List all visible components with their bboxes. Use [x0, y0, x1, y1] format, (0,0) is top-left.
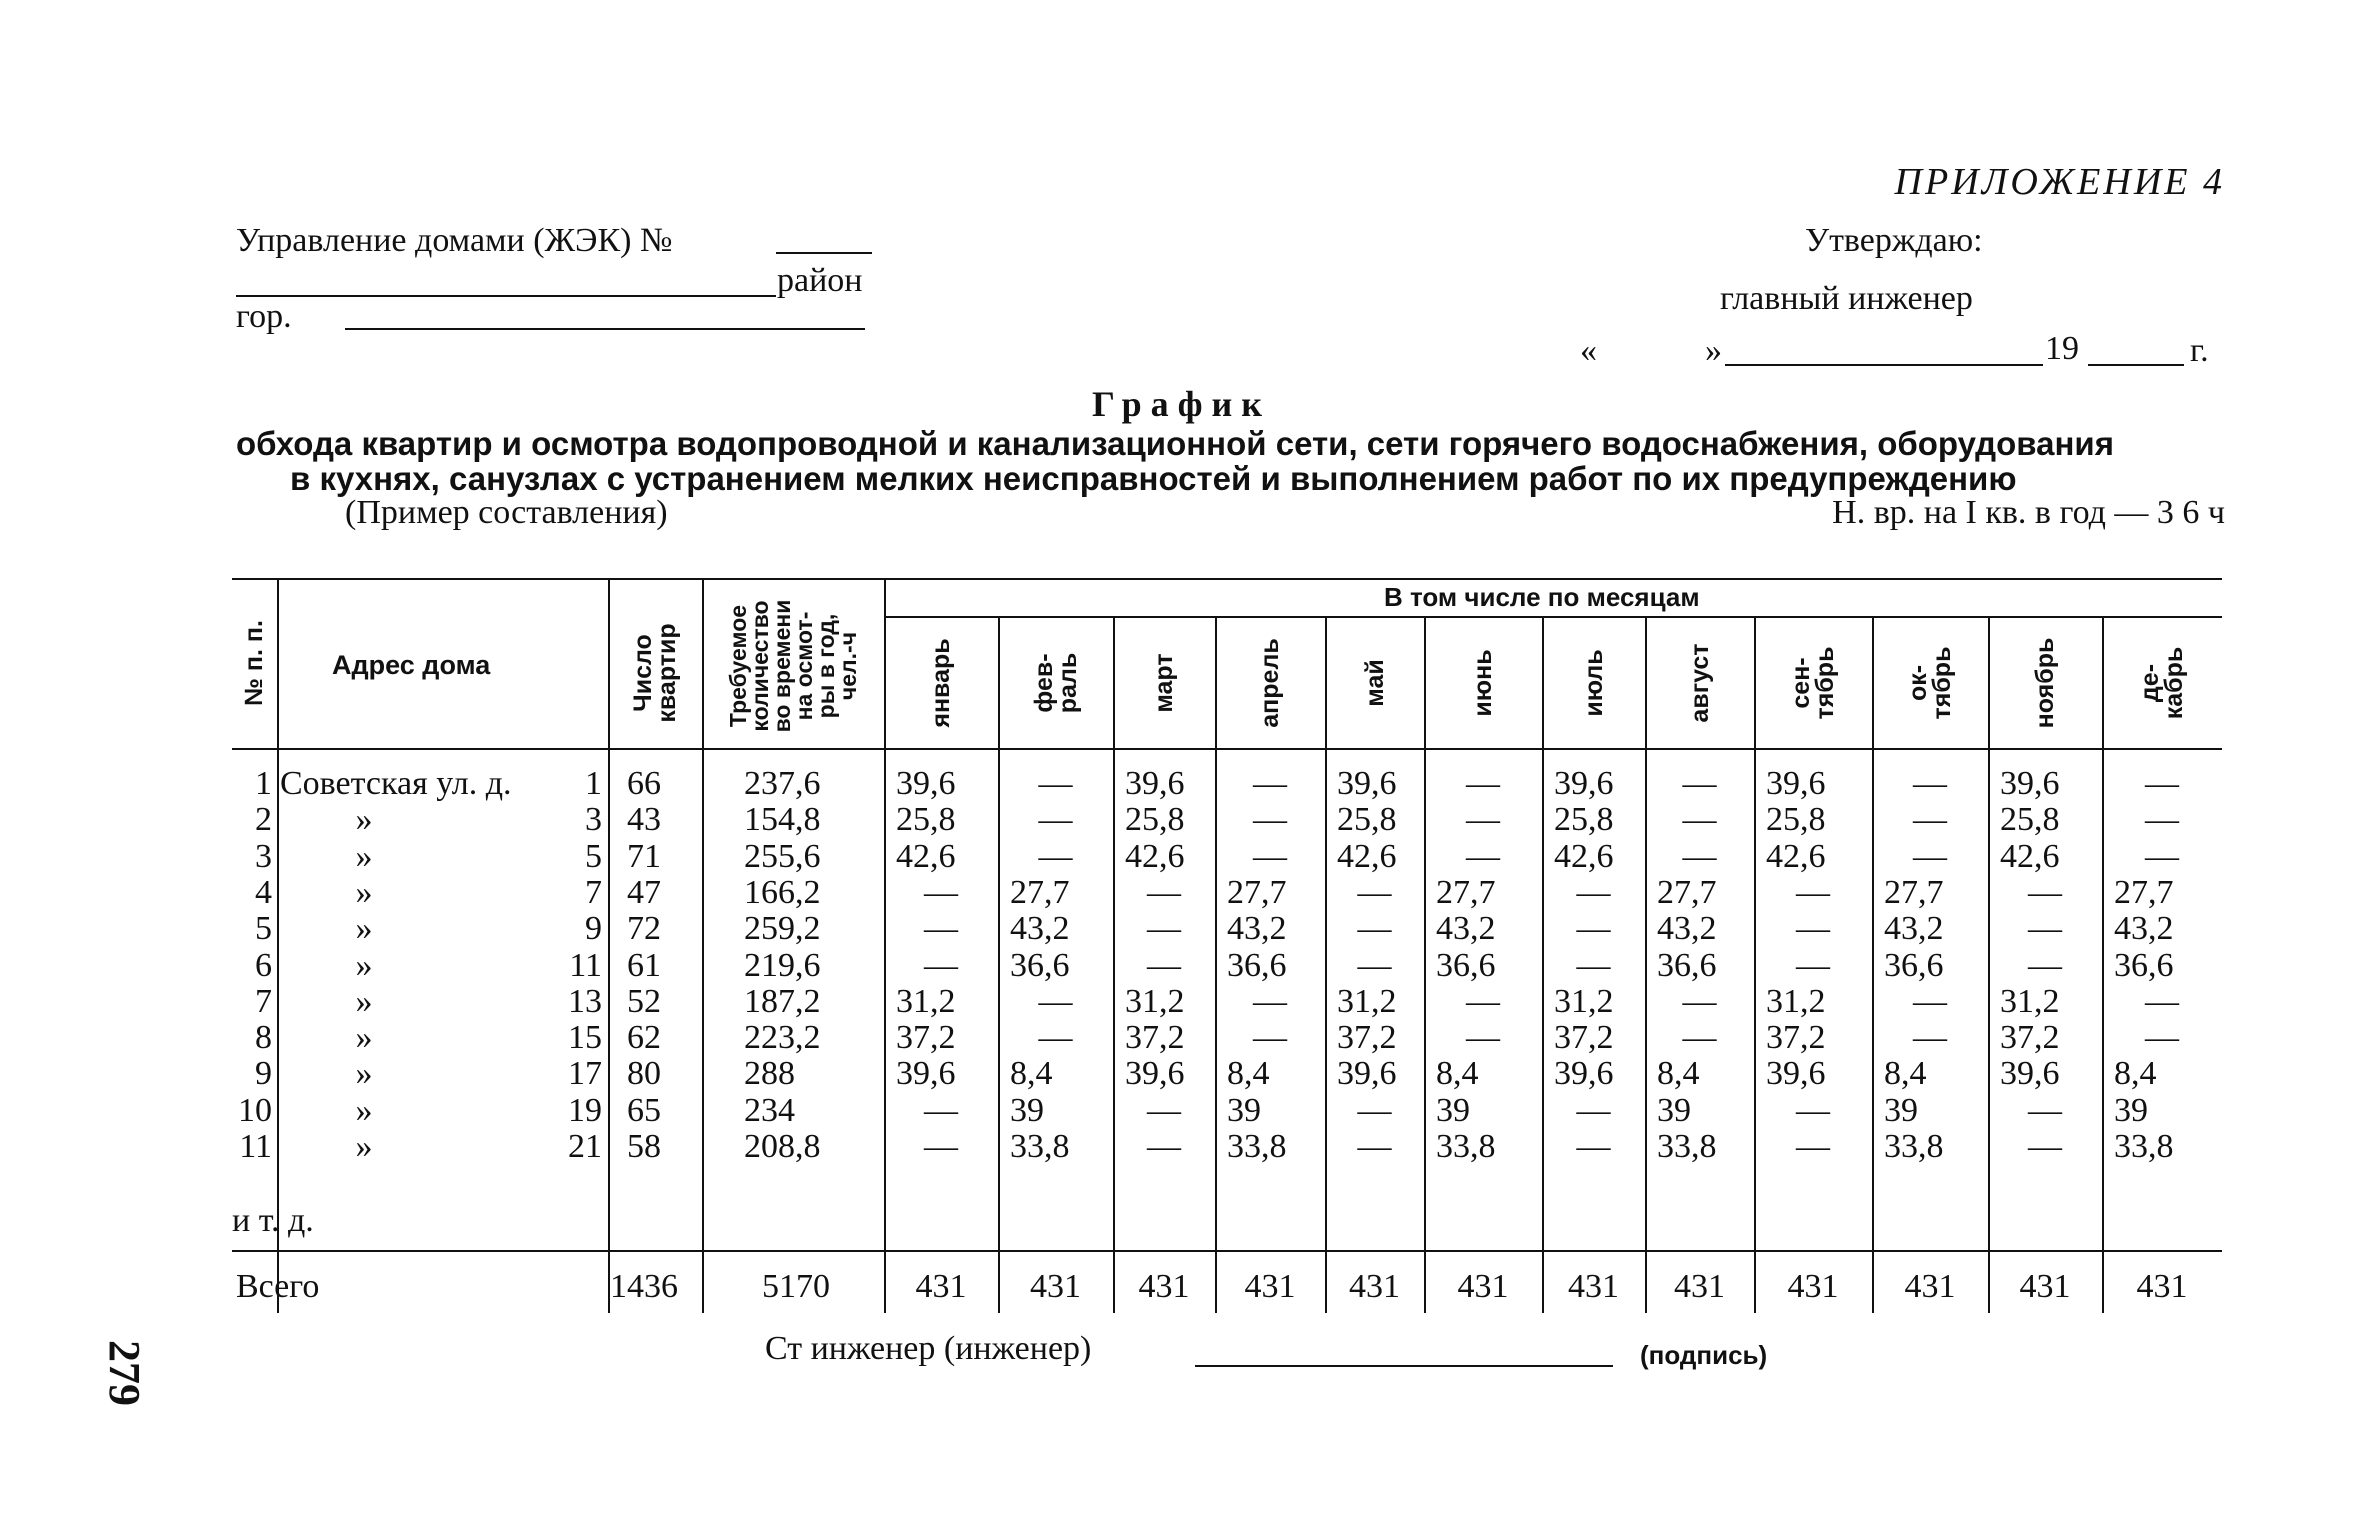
row-month-value: —	[1576, 1128, 1611, 1165]
row-month-value: 42,6	[1125, 837, 1185, 875]
months-divider	[884, 616, 2222, 618]
row-month-value: 39,6	[1125, 765, 1185, 802]
row-month-value: 36,6	[1227, 946, 1287, 984]
row-month-value: 8,4	[2114, 1055, 2157, 1093]
row-street-ditto: »	[355, 946, 373, 984]
row-month-value: —	[924, 873, 958, 911]
row-month-value: 43,2	[1436, 910, 1496, 948]
total-month-2: 431	[1138, 1268, 1190, 1305]
header-month-9: ок- тябрь	[1904, 646, 1956, 720]
row-month-value: —	[1576, 873, 1611, 911]
row-house: 7	[585, 873, 602, 911]
row-month-value: 8,4	[1436, 1055, 1479, 1093]
total-month-11: 431	[2136, 1268, 2188, 1305]
col-divider	[608, 578, 610, 1313]
row-month-value: 31,2	[1125, 982, 1185, 1020]
total-label: Всего	[236, 1268, 320, 1305]
row-month-value: —	[924, 946, 958, 984]
row-required: 187,2	[744, 982, 821, 1020]
quote-close: »	[1705, 332, 1722, 369]
row-month-value: 33,8	[1436, 1128, 1496, 1165]
row-month-value: 25,8	[1554, 801, 1614, 839]
row-month-value: —	[1913, 765, 1947, 802]
row-house: 1	[585, 765, 602, 802]
header-num: № п. п.	[240, 620, 268, 706]
row-month-value: —	[1253, 1019, 1287, 1057]
row-month-value: 8,4	[1010, 1055, 1053, 1093]
col-divider	[884, 578, 886, 1313]
header-month-4: май	[1360, 659, 1389, 707]
month-col-divider	[1754, 616, 1756, 1313]
row-house: 11	[569, 946, 602, 984]
norm-note: Н. вр. на I кв. в год — 3 6 ч	[1832, 494, 2225, 531]
month-col-divider	[998, 616, 1000, 1313]
row-house: 19	[568, 1091, 602, 1129]
row-flats: 58	[627, 1128, 661, 1165]
row-month-value: —	[1147, 873, 1181, 911]
row-month-value: —	[1796, 873, 1830, 911]
year-blank	[2088, 364, 2184, 366]
row-month-value: 25,8	[896, 801, 956, 839]
row-month-value: —	[1796, 1091, 1830, 1129]
row-month-value: 8,4	[1227, 1055, 1270, 1093]
management-number-blank	[776, 252, 872, 254]
row-month-value: —	[1682, 982, 1717, 1020]
district-label: район	[777, 262, 863, 299]
row-month-value: —	[2028, 873, 2062, 911]
city-blank	[345, 328, 865, 330]
total-month-9: 431	[1904, 1268, 1956, 1305]
row-month-value: 25,8	[2000, 801, 2060, 839]
row-required: 234	[744, 1091, 795, 1129]
row-month-value: —	[1038, 801, 1073, 839]
month-col-divider	[1113, 616, 1115, 1313]
row-street-ditto: »	[355, 801, 373, 839]
total-month-4: 431	[1349, 1268, 1400, 1305]
row-month-value: —	[1147, 1128, 1181, 1165]
row-month-value: 39,6	[1337, 765, 1397, 802]
row-flats: 43	[627, 801, 661, 839]
row-month-value: 39,6	[2000, 765, 2060, 802]
appendix-label: ПРИЛОЖЕНИЕ 4	[1894, 161, 2225, 203]
header-months-group: В том числе по месяцам	[1384, 582, 1700, 612]
row-month-value: 37,2	[1766, 1019, 1826, 1057]
total-top-border	[232, 1250, 2222, 1252]
row-month-value: —	[1682, 765, 1717, 802]
month-col-divider	[1424, 616, 1426, 1313]
row-month-value: 43,2	[1227, 910, 1287, 948]
total-month-3: 431	[1244, 1268, 1296, 1305]
row-month-value: 37,2	[2000, 1019, 2060, 1057]
row-month-value: —	[1576, 946, 1611, 984]
row-month-value: 36,6	[1657, 946, 1717, 984]
month-col-divider	[1872, 616, 1874, 1313]
row-month-value: 42,6	[2000, 837, 2060, 875]
year-prefix: 19	[2045, 330, 2079, 367]
row-month-value: —	[2028, 946, 2062, 984]
total-flats: 1436	[610, 1268, 678, 1305]
row-number: 11	[239, 1128, 272, 1165]
total-month-7: 431	[1674, 1268, 1725, 1305]
total-month-1: 431	[1030, 1268, 1081, 1305]
row-month-value: 27,7	[1010, 873, 1070, 911]
row-house: 5	[585, 837, 602, 875]
row-month-value: 39,6	[2000, 1055, 2060, 1093]
row-month-value: 43,2	[1884, 910, 1944, 948]
row-required: 288	[744, 1055, 795, 1093]
row-flats: 47	[627, 873, 661, 911]
row-month-value: —	[1038, 982, 1073, 1020]
header-required: Требуемое количество во времени на осмот- ры в год, чел.-ч	[725, 599, 861, 733]
header-month-2: март	[1150, 653, 1178, 713]
row-month-value: 36,6	[1436, 946, 1496, 984]
row-street-ditto: »	[355, 873, 373, 911]
row-month-value: 33,8	[1884, 1128, 1944, 1165]
etc-label: и т. д.	[232, 1202, 314, 1239]
header-bottom-border	[232, 748, 2222, 750]
row-month-value: —	[1576, 910, 1611, 948]
row-month-value: 25,8	[1125, 801, 1185, 839]
month-col-divider	[1645, 616, 1647, 1313]
row-house: 21	[568, 1128, 602, 1165]
row-month-value: —	[1913, 1019, 1947, 1057]
row-month-value: 39	[1884, 1091, 1918, 1129]
row-month-value: 42,6	[1337, 837, 1397, 875]
row-month-value: 36,6	[1010, 946, 1070, 984]
row-month-value: 39,6	[896, 765, 956, 802]
schedule-table	[232, 578, 2222, 1313]
header-address: Адрес дома	[332, 650, 491, 680]
row-number: 4	[255, 873, 272, 911]
city-label: гор.	[236, 298, 292, 335]
row-required: 237,6	[744, 765, 821, 802]
row-month-value: 39	[1657, 1091, 1691, 1129]
row-month-value: 39,6	[1766, 1055, 1826, 1093]
district-blank	[236, 295, 776, 297]
row-street-ditto: »	[355, 910, 373, 948]
row-month-value: —	[1796, 1128, 1830, 1165]
row-number: 10	[238, 1091, 272, 1129]
quote-open: «	[1580, 332, 1597, 369]
row-house: 13	[568, 982, 602, 1020]
row-required: 255,6	[744, 837, 821, 875]
row-house: 9	[585, 910, 602, 948]
month-col-divider	[1542, 616, 1544, 1313]
row-flats: 61	[627, 946, 661, 984]
row-month-value: —	[1466, 982, 1500, 1020]
row-flats: 52	[627, 982, 661, 1020]
total-month-0: 431	[915, 1268, 967, 1305]
total-month-10: 431	[2019, 1268, 2071, 1305]
row-required: 219,6	[744, 946, 821, 984]
header-month-1: фев- раль	[1029, 652, 1082, 714]
row-flats: 62	[627, 1019, 661, 1057]
signature-label: (подпись)	[1640, 1340, 1768, 1370]
header-month-5: июнь	[1469, 649, 1497, 717]
row-month-value: 33,8	[1657, 1128, 1717, 1165]
row-number: 5	[255, 910, 272, 948]
total-month-8: 431	[1787, 1268, 1839, 1305]
signature-blank	[1195, 1365, 1613, 1367]
engineer-label: Ст инженер (инженер)	[765, 1330, 1092, 1367]
row-month-value: —	[2145, 1019, 2179, 1057]
row-month-value: 31,2	[1554, 982, 1614, 1020]
row-month-value: 8,4	[1657, 1055, 1700, 1093]
row-month-value: 33,8	[1010, 1128, 1070, 1165]
row-month-value: —	[2028, 1128, 2062, 1165]
row-month-value: 39,6	[1337, 1055, 1397, 1093]
row-month-value: —	[1253, 982, 1287, 1020]
row-month-value: —	[1576, 1091, 1611, 1129]
row-month-value: 36,6	[2114, 946, 2174, 984]
total-required: 5170	[762, 1268, 830, 1305]
header-month-6: июль	[1579, 649, 1608, 717]
row-month-value: —	[1913, 837, 1947, 875]
row-flats: 65	[627, 1091, 661, 1129]
col-divider	[702, 578, 704, 1313]
row-house: 3	[585, 801, 602, 839]
page-number: 279	[100, 1340, 149, 1406]
row-month-value: —	[1682, 1019, 1717, 1057]
row-month-value: —	[924, 1128, 958, 1165]
row-month-value: 43,2	[2114, 910, 2174, 948]
document-title: График	[1091, 384, 1272, 424]
row-month-value: —	[1796, 946, 1830, 984]
row-month-value: —	[1466, 837, 1500, 875]
row-month-value: 43,2	[1010, 910, 1070, 948]
row-month-value: —	[1147, 1091, 1181, 1129]
row-month-value: 27,7	[1657, 873, 1717, 911]
year-suffix: г.	[2190, 332, 2209, 369]
row-month-value: —	[1357, 1091, 1392, 1129]
example-note: (Пример составления)	[345, 494, 668, 531]
row-month-value: 27,7	[2114, 873, 2174, 911]
row-required: 208,8	[744, 1128, 821, 1165]
row-month-value: —	[1796, 910, 1830, 948]
total-month-5: 431	[1457, 1268, 1509, 1305]
row-month-value: —	[1038, 837, 1073, 875]
month-col-divider	[2102, 616, 2104, 1313]
row-month-value: —	[1147, 946, 1181, 984]
row-month-value: 31,2	[1766, 982, 1826, 1020]
total-month-6: 431	[1568, 1268, 1619, 1305]
row-month-value: —	[2145, 837, 2179, 875]
row-month-value: —	[2145, 982, 2179, 1020]
row-number: 2	[255, 801, 272, 839]
row-month-value: —	[2028, 1091, 2062, 1129]
header-month-11: де- кабрь	[2136, 646, 2188, 720]
row-month-value: 42,6	[896, 837, 956, 875]
row-month-value: 33,8	[2114, 1128, 2174, 1165]
row-month-value: —	[1357, 946, 1392, 984]
row-month-value: —	[1357, 873, 1392, 911]
row-month-value: 8,4	[1884, 1055, 1927, 1093]
row-month-value: —	[2028, 910, 2062, 948]
table-top-border	[232, 578, 2222, 580]
row-number: 9	[255, 1055, 272, 1093]
month-col-divider	[1988, 616, 1990, 1313]
row-number: 6	[255, 946, 272, 984]
row-month-value: 39,6	[1554, 765, 1614, 802]
row-month-value: 25,8	[1766, 801, 1826, 839]
row-month-value: 39	[1010, 1091, 1044, 1129]
row-month-value: —	[1253, 801, 1287, 839]
row-month-value: 31,2	[2000, 982, 2060, 1020]
row-street-ditto: »	[355, 837, 373, 875]
row-month-value: —	[1038, 765, 1073, 802]
row-month-value: 39	[1436, 1091, 1470, 1129]
row-month-value: 27,7	[1884, 873, 1944, 911]
header-month-3: апрель	[1256, 638, 1284, 728]
row-house: 15	[568, 1019, 602, 1057]
month-col-divider	[1325, 616, 1327, 1313]
row-month-value: —	[1038, 1019, 1073, 1057]
header-month-7: август	[1685, 643, 1714, 723]
row-month-value: 31,2	[1337, 982, 1397, 1020]
row-month-value: —	[1913, 801, 1947, 839]
row-month-value: 39,6	[1554, 1055, 1614, 1093]
row-month-value: —	[1466, 1019, 1500, 1057]
row-month-value: 39	[2114, 1091, 2148, 1129]
row-month-value: 39,6	[1125, 1055, 1185, 1093]
row-month-value: —	[924, 910, 958, 948]
row-month-value: 37,2	[1337, 1019, 1397, 1057]
chief-engineer-label: главный инженер	[1720, 280, 1973, 317]
row-month-value: —	[2145, 765, 2179, 802]
row-month-value: —	[1913, 982, 1947, 1020]
row-month-value: 27,7	[1436, 873, 1496, 911]
row-month-value: 37,2	[1125, 1019, 1185, 1057]
row-number: 1	[255, 765, 272, 802]
row-flats: 80	[627, 1055, 661, 1093]
row-street-ditto: »	[355, 982, 373, 1020]
row-month-value: —	[924, 1091, 958, 1129]
row-month-value: 33,8	[1227, 1128, 1287, 1165]
row-month-value: 43,2	[1657, 910, 1717, 948]
approve-label: Утверждаю:	[1805, 222, 1983, 259]
row-month-value: 25,8	[1337, 801, 1397, 839]
row-required: 223,2	[744, 1019, 821, 1057]
row-flats: 71	[627, 837, 661, 875]
row-number: 3	[255, 837, 272, 875]
row-month-value: —	[1682, 801, 1717, 839]
row-month-value: 42,6	[1554, 837, 1614, 875]
row-month-value: 37,2	[896, 1019, 956, 1057]
row-month-value: 39,6	[896, 1055, 956, 1093]
subtitle-line-1: обхода квартир и осмотра водопроводной и канализационной сети, сети горячего водоснабжения, оборудования	[236, 425, 2114, 462]
row-month-value: 31,2	[896, 982, 956, 1020]
row-required: 259,2	[744, 910, 821, 948]
row-required: 166,2	[744, 873, 821, 911]
header-month-0: январь	[927, 638, 955, 728]
row-number: 7	[255, 982, 272, 1020]
row-month-value: —	[1357, 910, 1392, 948]
row-street-ditto: »	[355, 1091, 373, 1129]
date-blank	[1725, 364, 2043, 366]
row-street: Советская ул. д.	[280, 765, 512, 802]
row-month-value: —	[1147, 910, 1181, 948]
header-month-8: сен- тябрь	[1787, 646, 1839, 720]
row-street-ditto: »	[355, 1055, 373, 1093]
row-month-value: —	[2145, 801, 2179, 839]
header-month-10: ноябрь	[2031, 637, 2059, 729]
row-month-value: —	[1466, 765, 1500, 802]
row-month-value: —	[1357, 1128, 1392, 1165]
row-number: 8	[255, 1019, 272, 1057]
row-month-value: —	[1466, 801, 1500, 839]
month-col-divider	[1215, 616, 1217, 1313]
row-required: 154,8	[744, 801, 821, 839]
row-month-value: 39	[1227, 1091, 1261, 1129]
row-month-value: 42,6	[1766, 837, 1826, 875]
row-month-value: 36,6	[1884, 946, 1944, 984]
row-month-value: —	[1253, 765, 1287, 802]
row-flats: 72	[627, 910, 661, 948]
row-flats: 66	[627, 765, 661, 802]
row-month-value: —	[1682, 837, 1717, 875]
row-house: 17	[568, 1055, 602, 1093]
row-month-value: 37,2	[1554, 1019, 1614, 1057]
row-month-value: —	[1253, 837, 1287, 875]
row-month-value: 39,6	[1766, 765, 1826, 802]
row-street-ditto: »	[355, 1128, 373, 1165]
row-month-value: 27,7	[1227, 873, 1287, 911]
management-label: Управление домами (ЖЭК) №	[236, 222, 673, 259]
subtitle-line-2: в кухнях, санузлах с устранением мелких неисправностей и выполнением работ по их предупреждению	[290, 460, 2017, 497]
row-street-ditto: »	[355, 1019, 373, 1057]
header-flats: Число квартир	[629, 623, 681, 723]
